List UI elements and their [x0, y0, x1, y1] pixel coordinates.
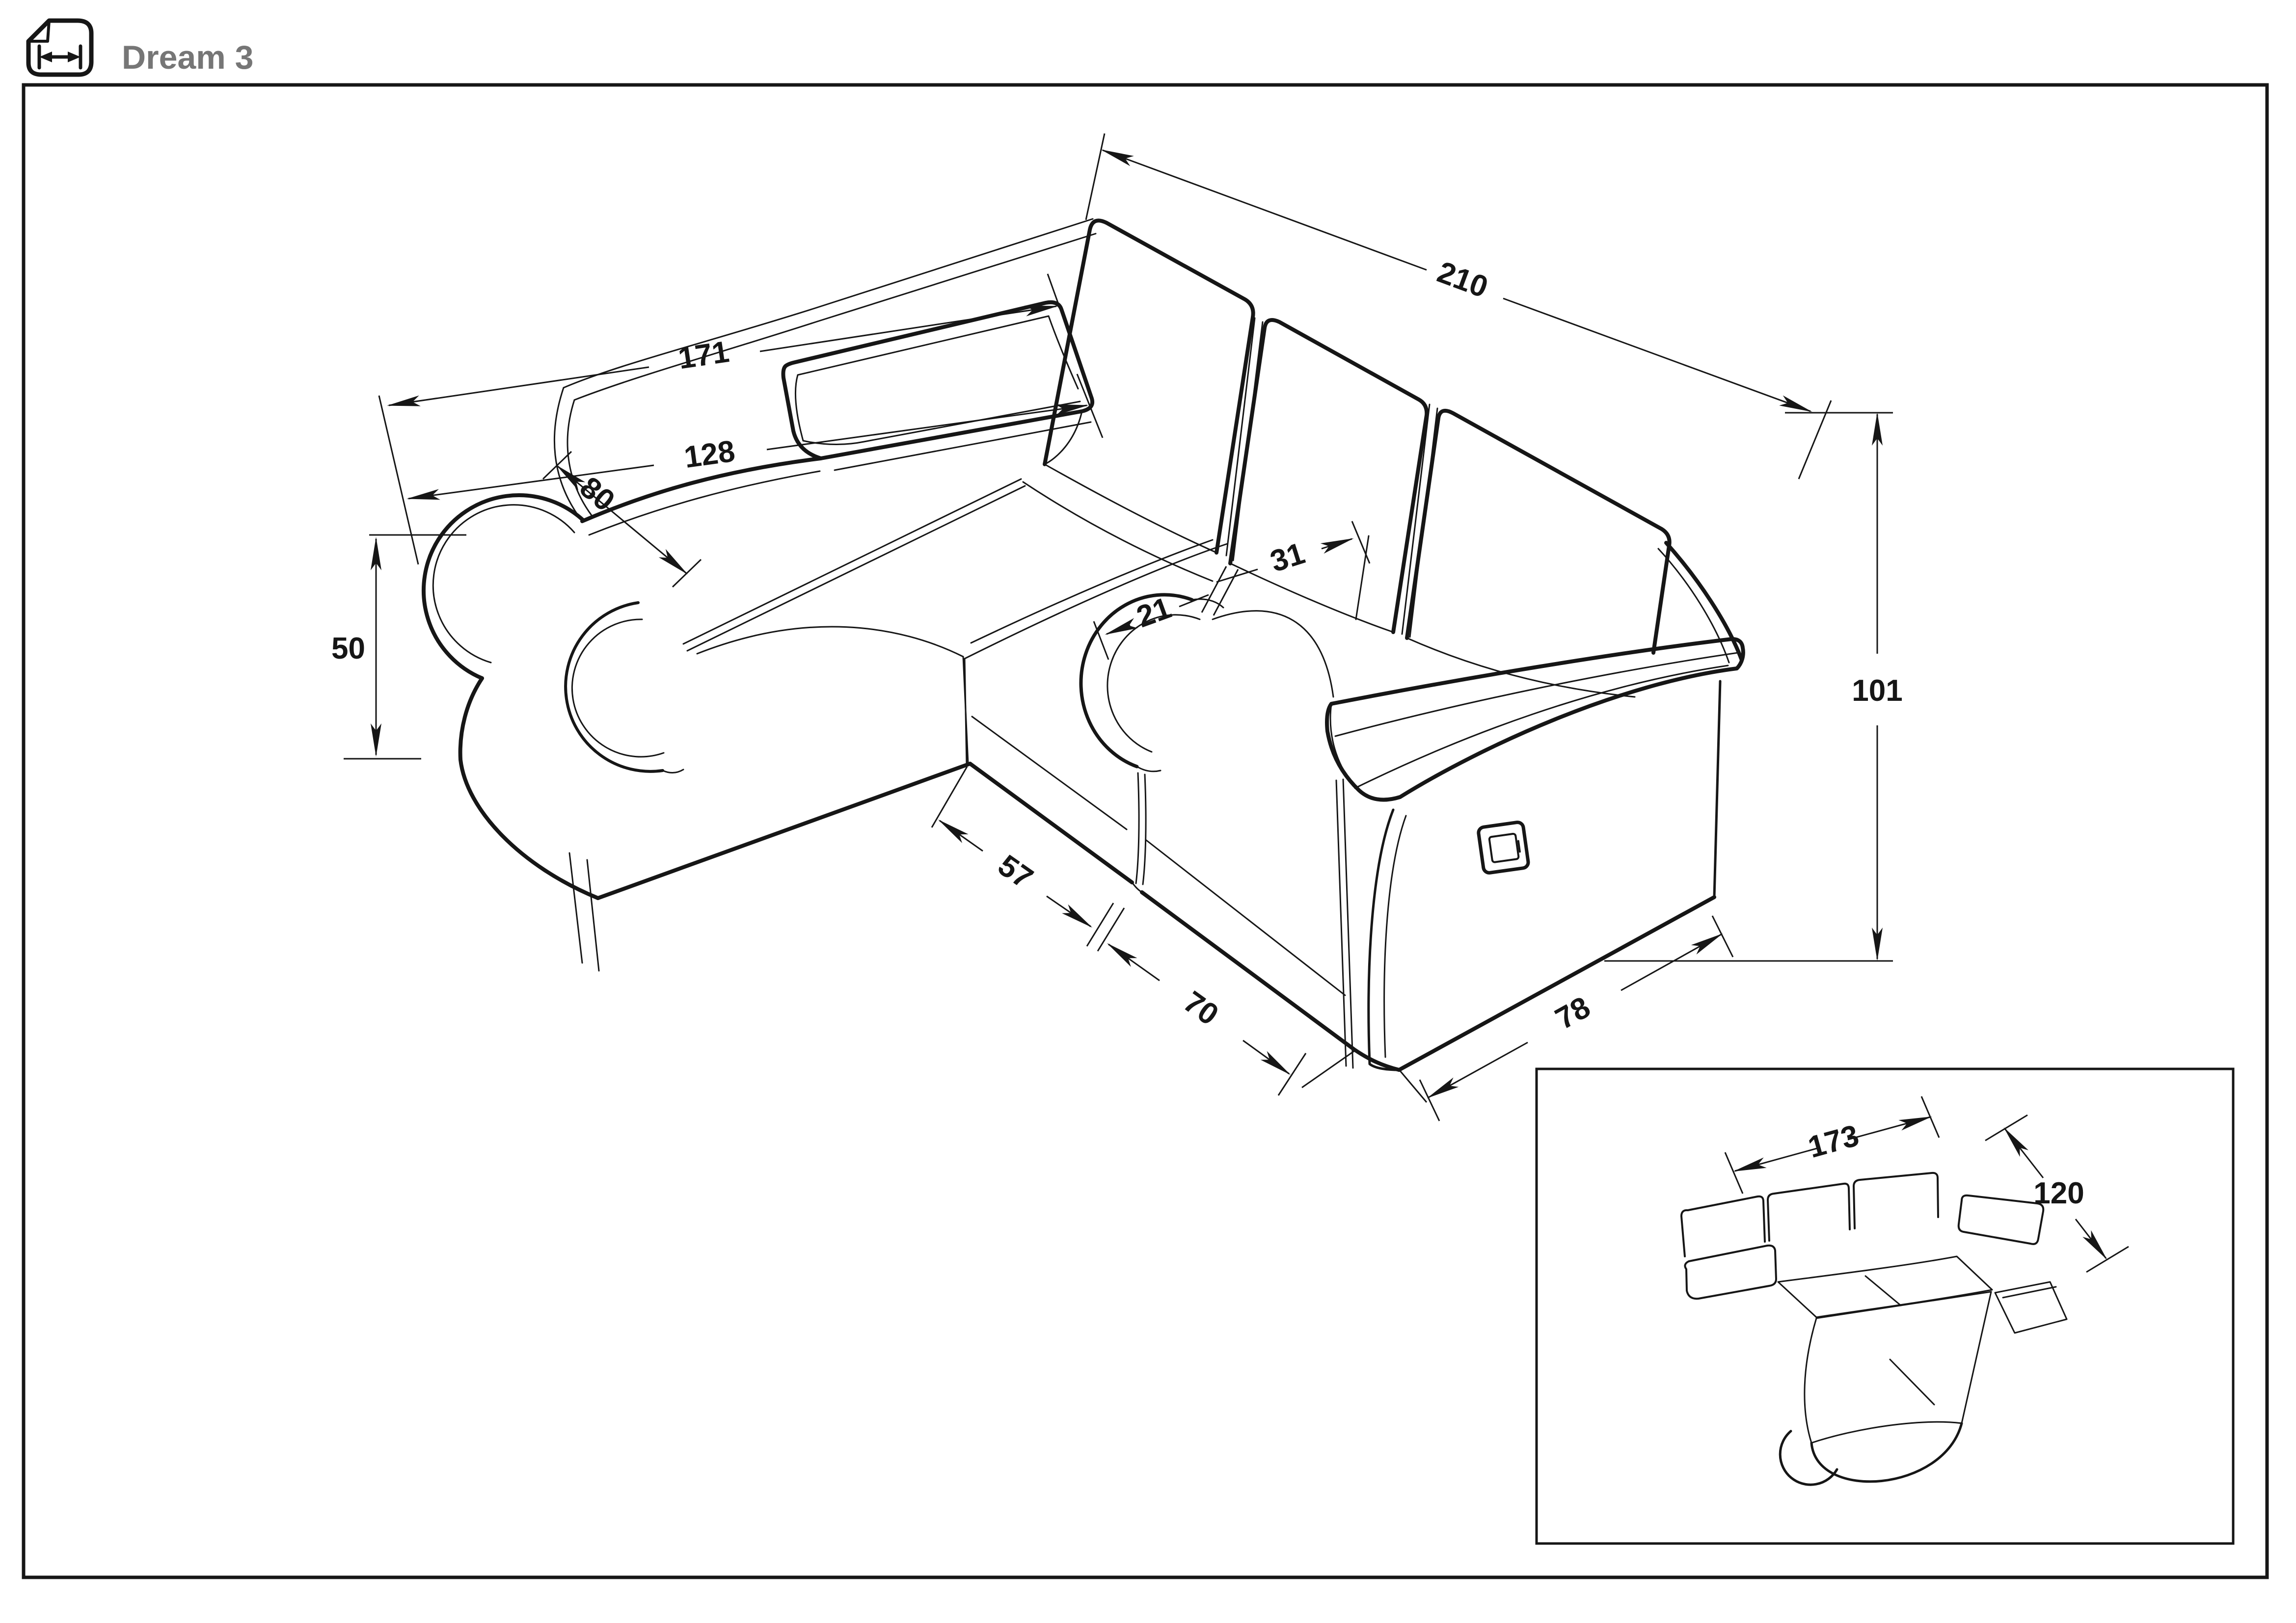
extension-tick — [1985, 1115, 2027, 1141]
recliner-handle — [1478, 822, 1529, 874]
dim-31-label: 31 — [1266, 536, 1309, 579]
extension-tick — [1086, 133, 1105, 220]
dim-80-label: 80 — [573, 470, 621, 518]
dim-101-label: 101 — [1852, 674, 1903, 708]
dim-78-label: 78 — [1550, 990, 1596, 1037]
page-width-arrow-icon — [28, 21, 91, 75]
sofa-inset-view — [1681, 1173, 2067, 1485]
seat-section — [965, 540, 1399, 1070]
corner-back-panel — [554, 219, 1096, 535]
dim-128-label: 128 — [682, 434, 737, 475]
extension-tick — [1420, 1080, 1439, 1121]
dim-57 — [932, 767, 1124, 951]
dim-128 — [379, 374, 1103, 564]
dim-70-label: 70 — [1177, 984, 1225, 1032]
dim-120-label: 120 — [2033, 1176, 2084, 1210]
sofa-main-view — [424, 219, 1743, 1070]
dim-57-label: 57 — [992, 848, 1039, 896]
dim-173-label: 173 — [1804, 1118, 1863, 1165]
inset-bed-surface — [1778, 1256, 2067, 1485]
headrest-cushion — [783, 302, 1093, 470]
header — [28, 21, 253, 76]
page-title: Dream 3 — [122, 39, 254, 76]
dim-80 — [543, 452, 701, 587]
extension-line — [379, 396, 418, 564]
dimension-labels — [331, 255, 2084, 1210]
right-armrest — [1327, 639, 1743, 1070]
inset-backrests — [1681, 1173, 1938, 1256]
extension-tick — [1921, 1096, 1939, 1138]
inset-frame — [1537, 1069, 2233, 1543]
extension-tick — [1278, 1053, 1306, 1095]
extension-line — [1302, 1051, 1354, 1088]
dim-210 — [1086, 133, 1831, 479]
dim-210-label: 210 — [1432, 255, 1492, 305]
extension-tick — [673, 559, 701, 587]
dim-171 — [389, 274, 1071, 405]
chaise-left-arm — [424, 479, 1213, 971]
inset-right-arm-pad — [1959, 1196, 2044, 1244]
extension-tick — [1098, 908, 1124, 951]
extension-tick — [1725, 1152, 1743, 1194]
extension-tick — [1202, 566, 1226, 612]
extension-tick — [1214, 569, 1238, 615]
inset-left-arm-pad — [1685, 1246, 1776, 1299]
dim-50-label: 50 — [331, 632, 365, 665]
extension-tick — [2086, 1247, 2129, 1272]
extension-tick — [1087, 903, 1113, 946]
dim-171-label: 171 — [676, 335, 731, 376]
dim-21-label: 21 — [1132, 590, 1176, 635]
extension-tick — [1712, 916, 1733, 957]
